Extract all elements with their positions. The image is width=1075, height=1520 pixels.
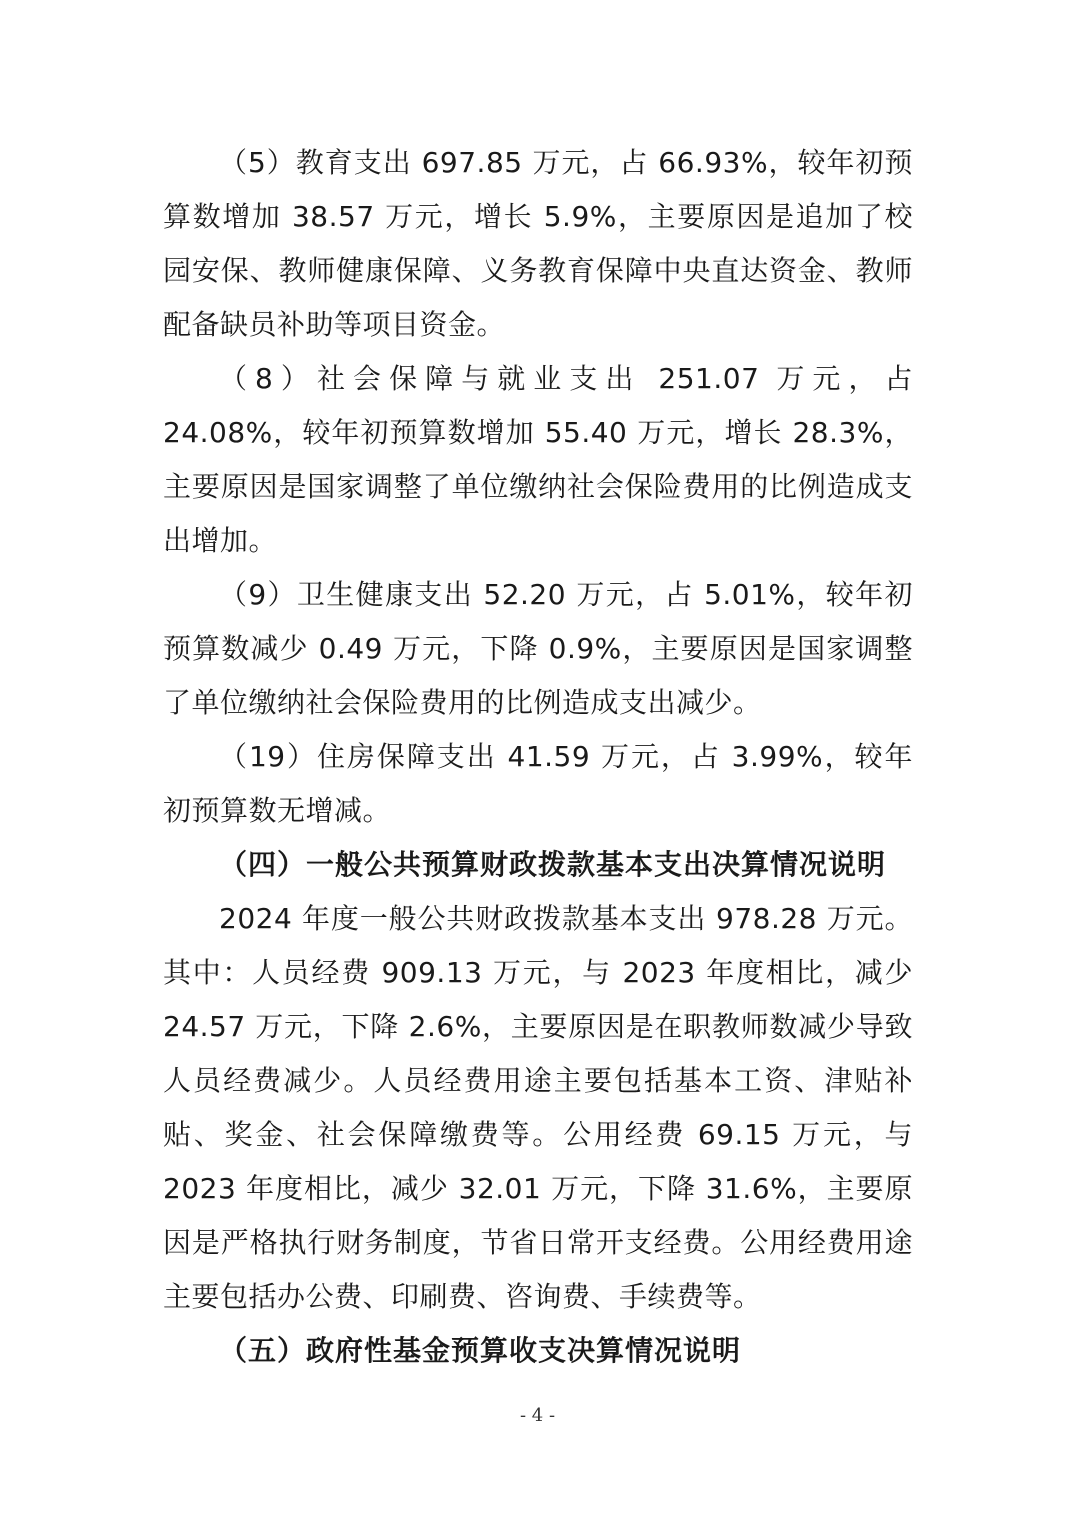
document-body <box>163 136 913 1378</box>
paragraph-social-security-expenditure: （8）社会保障与就业支出 251.07 万元，占 24.08%，较年初预算数增加 55.40 万元，增长 28.3%，主要原因是国家调整了单位缴纳社会保险费用的比例造成支出增加。 <box>163 362 913 557</box>
section-heading-government-fund: （五）政府性基金预算收支决算情况说明 <box>219 1334 742 1367</box>
paragraph-education-expenditure: （5）教育支出 697.85 万元，占 66.93%，较年初预算数增加 38.57 万元，增长 5.9%，主要原因是追加了校园安保、教师健康保障、义务教育保障中央直达资金、教师配备缺员补助等项目资金。 <box>163 146 913 341</box>
page-number: - 4 - <box>519 1405 556 1426</box>
section-heading-basic-expenditure: （四）一般公共预算财政拨款基本支出决算情况说明 <box>219 848 887 881</box>
paragraph-health-expenditure: （9）卫生健康支出 52.20 万元，占 5.01%，较年初预算数减少 0.49 万元，下降 0.9%，主要原因是国家调整了单位缴纳社会保险费用的比例造成支出减少。 <box>163 578 913 719</box>
paragraph-basic-expenditure: 2024 年度一般公共财政拨款基本支出 978.28 万元。其中：人员经费 909.13 万元，与 2023 年度相比，减少 24.57 万元，下降 2.6%，主要原因是在职教师数减少导致人员经费减少。人员经费用途主要包括基本工资、津贴补贴、奖金、社会保障缴费等。公用经费 69.15 万元，与 2023 年度相比，减少 32.01 万元，下降 31.6%，主要原因是严格执行财务制度，节省日常开支经费。公用经费用途主要包括办公费、印刷费、咨询费、手续费等。 <box>163 902 913 1313</box>
paragraph-housing-expenditure: （19）住房保障支出 41.59 万元，占 3.99%，较年初预算数无增减。 <box>163 740 913 827</box>
